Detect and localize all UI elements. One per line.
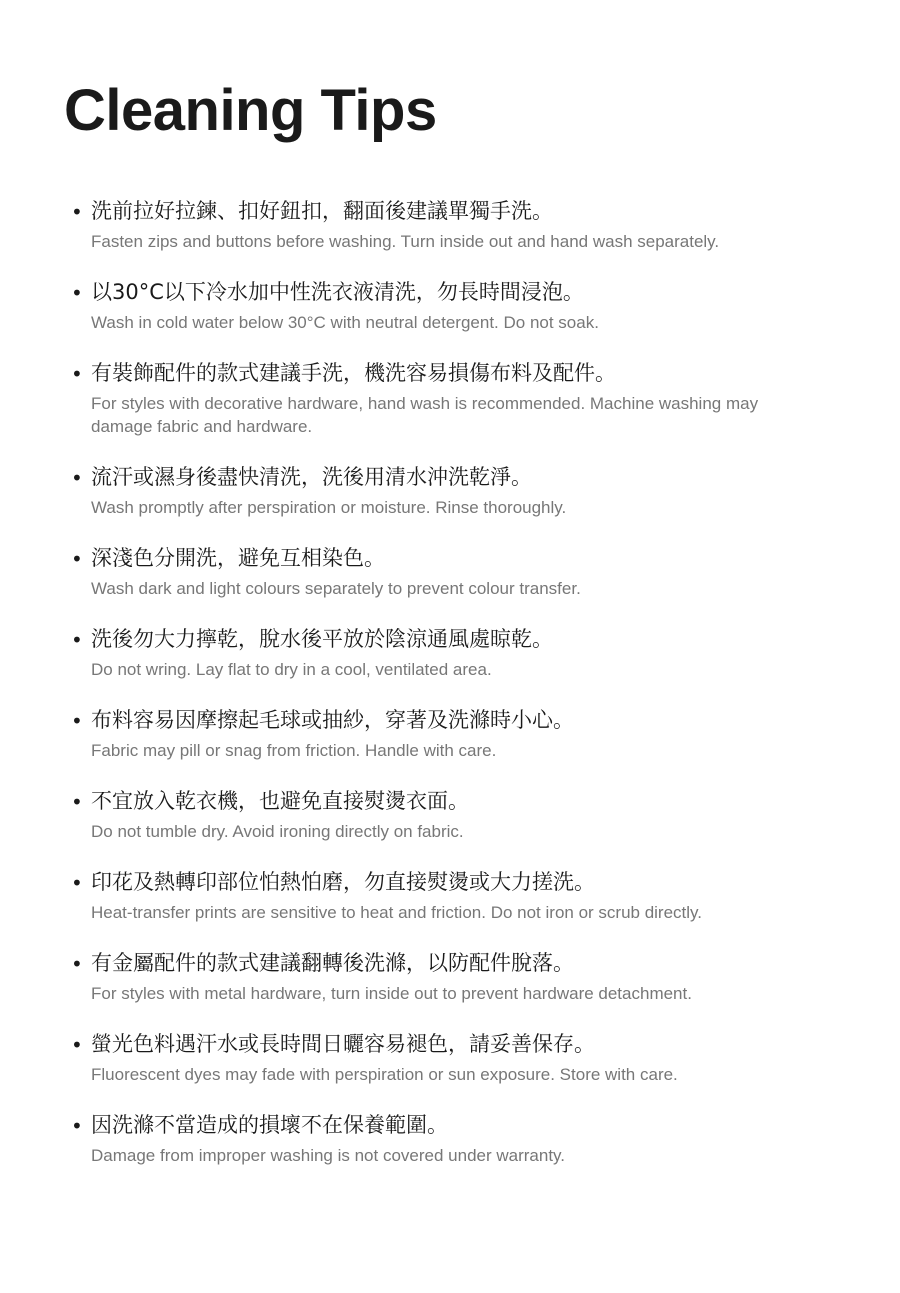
list-item [64, 358, 836, 438]
list-item [64, 1029, 836, 1086]
list-item [64, 867, 836, 924]
list-item [64, 705, 836, 762]
list-item [64, 462, 836, 519]
bullet-dot-icon: • [71, 547, 83, 571]
tip-english-text: Fabric may pill or snag from friction. Handle with care. [91, 741, 497, 760]
list-item [64, 196, 836, 253]
bullet-dot-icon: • [71, 466, 83, 490]
tip-chinese-text: 因洗滌不當造成的損壞不在保養範圍。 [91, 1113, 448, 1137]
list-item [64, 1110, 836, 1167]
bullet-dot-icon: • [71, 709, 83, 733]
bullet-dot-icon: • [71, 790, 83, 814]
tip-english-text: For styles with decorative hardware, hand wash is recommended. Machine washing may damage fabric and hardware. [91, 394, 759, 436]
bullet-dot-icon: • [71, 362, 83, 386]
tip-english-text: Wash dark and light colours separately to prevent colour transfer. [91, 579, 581, 598]
tip-chinese-text: 不宜放入乾衣機，也避免直接熨燙衣面。 [91, 789, 469, 813]
bullet-dot-icon: • [71, 1114, 83, 1138]
list-item [64, 786, 836, 843]
tip-english-text: Wash in cold water below 30°C with neutral detergent. Do not soak. [91, 313, 599, 332]
tip-english-text: Do not wring. Lay flat to dry in a cool, ventilated area. [91, 660, 492, 679]
bullet-dot-icon: • [71, 1033, 83, 1057]
bullet-dot-icon: • [71, 871, 83, 895]
bullet-dot-icon: • [71, 281, 83, 305]
list-item [64, 277, 836, 334]
tip-chinese-text: 洗前拉好拉鍊、扣好鈕扣，翻面後建議單獨手洗。 [91, 199, 553, 223]
tip-chinese-text: 布料容易因摩擦起毛球或抽紗，穿著及洗滌時小心。 [91, 708, 574, 732]
tip-english-text: Fasten zips and buttons before washing. Turn inside out and hand wash separately. [91, 232, 720, 251]
list-item [64, 948, 836, 1005]
tip-chinese-text: 螢光色料遇汗水或長時間日曬容易褪色，請妥善保存。 [91, 1032, 595, 1056]
tip-chinese-text: 有裝飾配件的款式建議手洗，機洗容易損傷布料及配件。 [91, 361, 616, 385]
tip-chinese-text: 流汗或濕身後盡快清洗，洗後用清水沖洗乾淨。 [91, 465, 532, 489]
tip-chinese-text: 深淺色分開洗，避免互相染色。 [91, 546, 385, 570]
list-item [64, 543, 836, 600]
bullet-dot-icon: • [71, 952, 83, 976]
tip-chinese-text: 有金屬配件的款式建議翻轉後洗滌，以防配件脫落。 [91, 951, 574, 975]
bullet-dot-icon: • [71, 200, 83, 224]
tip-english-text: Fluorescent dyes may fade with perspiration or sun exposure. Store with care. [91, 1065, 678, 1084]
tip-chinese-text: 印花及熱轉印部位怕熱怕磨，勿直接熨燙或大力搓洗。 [91, 870, 595, 894]
bullet-dot-icon: • [71, 628, 83, 652]
page-title: Cleaning Tips [64, 78, 437, 143]
tip-english-text: Do not tumble dry. Avoid ironing directly on fabric. [91, 822, 464, 841]
tip-english-text: Heat-transfer prints are sensitive to heat and friction. Do not iron or scrub directly. [91, 903, 703, 922]
tip-english-text: Wash promptly after perspiration or moisture. Rinse thoroughly. [91, 498, 567, 517]
tips-list [64, 196, 836, 1167]
list-item [64, 624, 836, 681]
tip-chinese-text: 洗後勿大力擰乾，脫水後平放於陰涼通風處晾乾。 [91, 627, 553, 651]
tip-english-text: For styles with metal hardware, turn inside out to prevent hardware detachment. [91, 984, 692, 1003]
tip-english-text: Damage from improper washing is not covered under warranty. [91, 1146, 566, 1165]
tip-chinese-text: 以30°C以下冷水加中性洗衣液清洗，勿長時間浸泡。 [91, 280, 584, 304]
